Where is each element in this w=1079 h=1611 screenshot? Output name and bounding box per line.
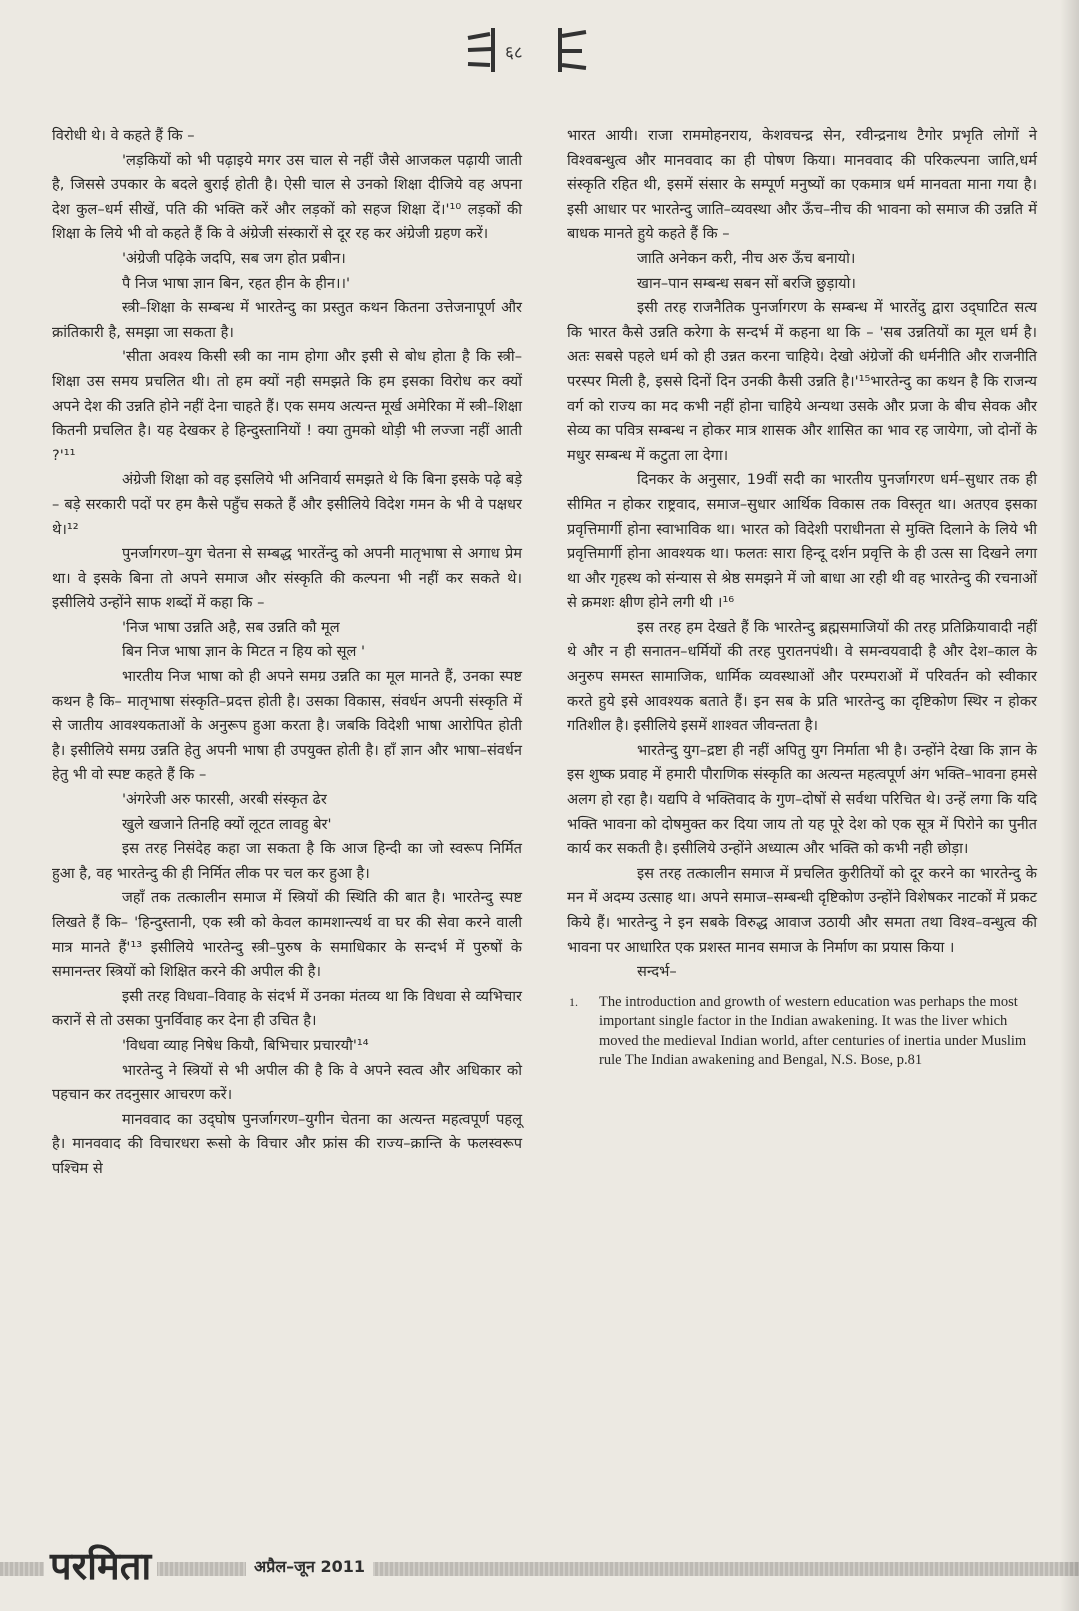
left-verse-line: बिन निज भाषा ज्ञान के मिटत न हिय को सूल ' — [122, 643, 366, 661]
left-verse-line: 'विधवा व्याह निषेध कियौ, बिभिचार प्रचारयौ'¹⁴ — [122, 1036, 369, 1054]
left-paragraph: इस तरह निसंदेह कहा जा सकता है कि आज हिन्दी का जो स्वरूप निर्मित हुआ है, वह भारतेन्दु की ही निर्मित लीक पर चल कर हुआ है। — [52, 840, 522, 882]
reference-text: The introduction and growth of western education was perhaps the most important single factor in the Indian awakening. It was the liver which moved the medieval Indian world, after centuries of inertia under Muslim rule The Indian awakening and Bengal, N.S. Bose, p.81 — [599, 993, 1027, 1069]
issue-date: अप्रैल–जून 2011 — [246, 1552, 373, 1582]
left-column — [52, 124, 522, 1182]
right-paragraph: भारत आयी। राजा राममोहनराय, केशवचन्द्र सेन, रवीन्द्रनाथ टैगोर प्रभृति लोगों ने विश्वबन्धुत्व और मानववाद का ही पोषण किया। मानववाद की परिकल्पना जाति,धर्म संस्कृति रहित थी, इसमें संसार के सम्पूर्ण मनुष्यों का एकमात्र धर्म मानवता माना गया है। इसी आधार पर भारतेन्दु जाति–व्यवस्था और ऊँच–नीच की भावना को समाज की उन्नति में बाधक मानते हुये कहते हैं कि – — [567, 127, 1037, 243]
left-paragraph: स्त्री–शिक्षा के सम्बन्ध में भारतेन्दु का प्रस्तुत कथन कितना उत्तेजनापूर्ण और क्रांतिकारी है, समझा जा सकता है। — [52, 299, 522, 341]
right-paragraph: इस तरह हम देखते हैं कि भारतेन्दु ब्रह्मसमाजियों की तरह प्रतिक्रियावादी नहीं थे और न ही सनातन–धर्मियों की तरह पुरातनपंथी। वे समन्वयवादी है और देश–काल के अनुरुप समस्त सामाजिक, धार्मिक व्यवस्थाओं और परम्पराओं में परिवर्तन को स्वीकार करते हुये इसे आवश्यक बताते हैं। इन सब के प्रति भारतेन्दु का दृष्टिकोण स्थिर न होकर गतिशील है। इसीलिये इसमें शाश्वत जीवन्तता है। — [567, 618, 1037, 735]
right-paragraph: इस तरह तत्कालीन समाज में प्रचलित कुरीतियों को दूर करने का भारतेन्दु के मन में अदम्य उत्साह था। अपने समाज–सम्बन्धी दृष्टिकोण उन्होंने विशेषकर नाटकों में प्रकट किये हैं। भारतेन्दु ने इन सबके विरुद्ध आवाज उठायी और समता तथा विश्व–वन्धुत्व की भावना पर आधारित एक प्रशस्त मानव समाज के निर्माण का प्रयास किया । — [567, 864, 1037, 956]
right-verse-line: जाति अनेकन करी, नीच अरु ऊँच बनायो। — [637, 249, 856, 267]
footer-bar — [0, 1562, 1079, 1576]
right-paragraph: भारतेन्दु युग–द्रष्टा ही नहीं अपितु युग निर्माता भी है। उन्होंने देखा कि ज्ञान के इस शुष्क प्रवाह में हमारी पौराणिक संस्कृति का अत्यन्त महत्वपूर्ण अंग भक्ति–भावना हमसे अलग हो रहा है। यद्यपि वे भक्तिवाद के गुण–दोषों से सर्वथा परिचित थे। उन्हें लगा कि यदि भक्ति भावना को दोषमुक्त कर दिया जाय तो यह पूरे देश को एक सूत्र में पिरोने का पुनीत कार्य कर सकती है। इसीलिये उन्होंने अध्यात्म और भक्ति को कभी नही छोड़ा। — [567, 741, 1037, 858]
references-list — [567, 993, 1037, 1071]
left-paragraph: भारतीय निज भाषा को ही अपने समग्र उन्नति का मूल मानते हैं, उनका स्पष्ट कथन है कि– मातृभाषा संस्कृति–प्रदत्त होती है। उसका विकास, संवर्धन अपनी संस्कृति में से जातीय आवश्यकताओं के अनुरूप हुआ करता है। जबकि विदेशी भाषा आरोपित होती है। इसीलिये समग्र उन्नति हेतु अपनी भाषा ही उपयुक्त होती है। हॉं ज्ञान और भाषा–संवर्धन हेतु भी वो स्पष्ट कहते हैं कि – — [52, 668, 522, 784]
left-paragraph: जहॉं तक तत्कालीन समाज में स्त्रियों की स्थिति की बात है। भारतेन्दु स्पष्ट लिखते हैं कि– 'हिन्दुस्तानी, एक स्त्री को केवल कामशान्त्यर्थ वा घर की सेवा करने वाली मात्र मानते हैं'¹³ इसीलिये भारतेन्दु स्त्री–पुरुष के समाधिकार के सन्दर्भ में पुरुषों के समानन्तर स्त्रियों को शिक्षित करने की अपील की है। — [52, 889, 522, 981]
left-paragraph: 'सीता अवश्य किसी स्त्री का नाम होगा और इसी से बोध होता है कि स्त्री–शिक्षा उस समय प्रचलित थी। तो हम क्यों नही समझते कि हम इसका विरोध कर क्यों अपने देश की उन्नति होने नहीं देना चाहते हैं। एक समय अत्यन्त मूर्ख अमेरिका में स्त्री–शिक्षा कितनी प्रचलित है। यह देखकर हे हिन्दुस्तानियों ! क्या तुमको थोड़ी भी लज्जा नहीं आती ?'¹¹ — [52, 348, 522, 464]
right-bracket-ornament — [560, 28, 586, 72]
reference-number: 1. — [569, 994, 578, 1009]
left-verse-line: पै निज भाषा ज्ञान बिन, रहत हीन के हीन।।' — [122, 274, 351, 292]
right-column — [567, 124, 1037, 1071]
left-bracket-ornament — [468, 28, 493, 72]
page-edge-shadow — [1060, 0, 1079, 1611]
left-paragraph: अंग्रेजी शिक्षा को वह इसलिये भी अनिवार्य समझते थे कि बिना इसके पढ़े बड़े – बड़े सरकारी पदों पर हम कैसे पहुँच सकते हैं और इसीलिये विदेश गमन के भी वे पक्षधर थे।¹² — [52, 471, 522, 538]
references-heading: सन्दर्भ– — [637, 963, 677, 981]
left-paragraph: पुनर्जागरण–युग चेतना से सम्बद्ध भारतेंन्दु को अपनी मातृभाषा से अगाध प्रेम था। वे इसके बिना तो अपने समाज और संस्कृति की कल्पना भी नहीं कर सकते थे। इसीलिये उन्होंने साफ शब्दों में कहा कि – — [52, 545, 522, 612]
left-paragraph: 'लड़कियों को भी पढ़ाइये मगर उस चाल से नहीं जैसे आजकल पढ़ायी जाती है, जिससे उपकार के बदले बुराई होती है। ऐसी चाल से उनको शिक्षा दीजिये वह अपना देश कुल–धर्म सीखें, पति की भक्ति करें और लड़कों को सहज शिक्षा दें।'¹⁰ लड़कों की शिक्षा के लिये भी वो कहते हैं कि वे अंग्रेजी संस्कारों से दूर रह कर अंग्रेजी ग्रहण करें। — [52, 151, 522, 243]
left-paragraph: मानववाद का उद्‌घोष पुनर्जागरण–युगीन चेतना का अत्यन्त महत्वपूर्ण पहलू है। मानववाद की विचारधरा रूसो के विचार और फ्रांस की राज्य–क्रान्ति के फलस्वरूप पश्चिम से — [52, 1110, 522, 1177]
left-verse-line: 'निज भाषा उन्नति अहै, सब उन्नति कौ मूल — [122, 618, 340, 636]
page-footer — [0, 1540, 1079, 1600]
page-number: ६८ — [505, 43, 523, 63]
left-verse-line: 'अंगरेजी अरु फारसी, अरबी संस्कृत ढेर — [122, 791, 327, 809]
left-paragraph: इसी तरह विधवा–विवाह के संदर्भ में उनका मंतव्य था कि विधवा से व्यभिचार करानें से तो उसका पुनर्विवाह कर देना ही उचित है। — [52, 987, 522, 1030]
left-verse-line: 'अंग्रेजी पढ़िके जदपि, सब जग होत प्रबीन। — [122, 249, 346, 267]
right-verse-line: खान–पान सम्बन्ध सबन सों बरजि छुड़ायो। — [637, 274, 856, 292]
right-paragraph: इसी तरह राजनैतिक पुनर्जागरण के सम्बन्ध में भारतेंदु द्वारा उद्‌घाटित सत्य कि भारत कैसे उन्नति करेगा के सन्दर्भ में कहना था कि – 'सब उन्नतियों का मूल धर्म है। अतः सबसे पहले धर्म को ही उन्नत करना चाहिये। देखो अंग्रेजों की धर्मनीति और राजनीति परस्पर मिली है, इससे दिनों दिन उनकी कैसी उन्नति है।'¹⁵भारतेन्दु का कथन है कि राजन्य वर्ग को राज्य का मद कभी नहीं होना चाहिये अन्यथा उसके और प्रजा के बीच सेवक और सेव्य का पवित्र सम्बन्ध न होकर मात्र शासक और शासित का भाव रह जायेगा, जो दोनों के मधुर सम्बन्ध में कटुता ला देगा। — [567, 299, 1037, 464]
magazine-logo: परमिता — [44, 1540, 157, 1592]
left-paragraph: विरोधी थे। वे कहते हैं कि – — [52, 127, 195, 144]
left-paragraph: भारतेन्दु ने स्त्रियों से भी अपील की है कि वे अपने स्वत्व और अधिकार को पहचान कर तदनुसार आचरण करें। — [52, 1061, 522, 1104]
page-header — [0, 18, 1079, 78]
reference-item — [567, 993, 1037, 1071]
right-paragraph: दिनकर के अनुसार, 19वीं सदी का भारतीय पुनर्जागरण धर्म–सुधार तक ही सीमित न होकर राष्ट्रवाद, समाज–सुधार आर्थिक विकास तक विस्तृत था। अतएव इसका प्रवृत्तिमार्गी होना स्वाभाविक था। भारत को विदेशी पराधीनता से मुक्ति दिलाने के लिये भी प्रवृत्तिमार्गी होना आवश्यक था। फलतः सारा हिन्दू दर्शन प्रवृत्ति के ही उत्स सा दिखने लगा था और गृहस्थ को संन्यास से श्रेष्ठ समझने में जो बाधा आ रही थी वह भारतेन्दु की रचनाओं से क्रमशः क्षीण होने लगी थी ।¹⁶ — [567, 471, 1037, 612]
page-number-ornament — [0, 18, 1079, 78]
left-verse-line: खुले खजाने तिनहि क्यों लूटत लावहु बेर' — [122, 815, 332, 833]
